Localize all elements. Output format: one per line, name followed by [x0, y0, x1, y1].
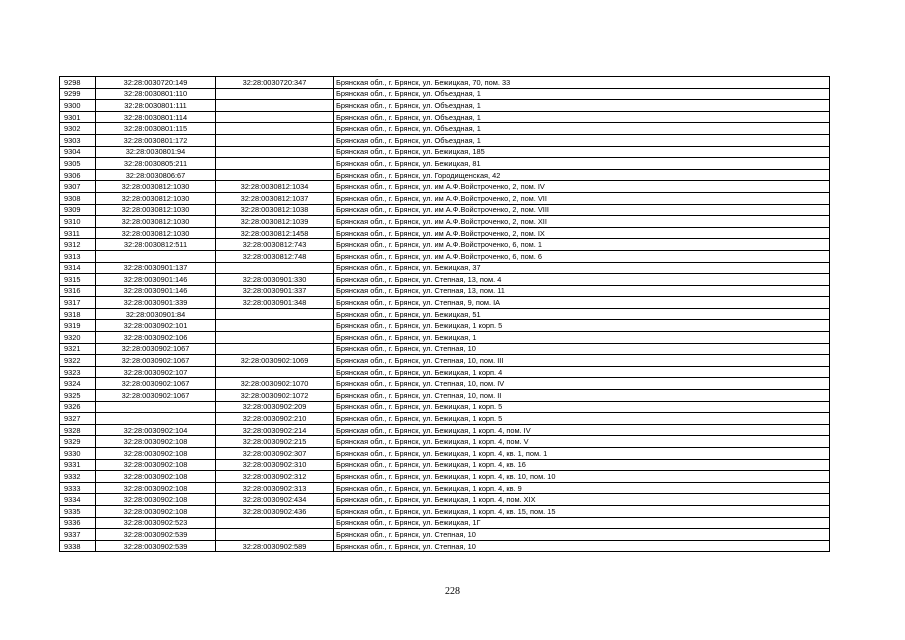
address-cell: Брянская обл., г. Брянск, ул. Бежицкая, 37 — [334, 262, 830, 274]
object-number-cell — [216, 517, 334, 529]
table-row — [60, 123, 830, 135]
cadastral-number-cell: 32:28:0030902:1067 — [96, 343, 216, 355]
address-cell: Брянская обл., г. Брянск, ул. им А.Ф.Войстроченко, 6, пом. 6 — [334, 250, 830, 262]
cadastral-number-cell: 32:28:0030720:149 — [96, 77, 216, 89]
cadastral-number-cell: 32:28:0030801:115 — [96, 123, 216, 135]
address-cell: Брянская обл., г. Брянск, ул. им А.Ф.Войстроченко, 2, пом. XII — [334, 216, 830, 228]
object-number-cell: 32:28:0030902:307 — [216, 448, 334, 460]
row-number-cell: 9300 — [60, 100, 96, 112]
cadastral-number-cell: 32:28:0030902:1067 — [96, 378, 216, 390]
cadastral-number-cell: 32:28:0030902:539 — [96, 529, 216, 541]
object-number-cell: 32:28:0030812:743 — [216, 239, 334, 251]
row-number-cell: 9303 — [60, 134, 96, 146]
object-number-cell — [216, 146, 334, 158]
row-number-cell: 9302 — [60, 123, 96, 135]
cadastral-number-cell: 32:28:0030801:94 — [96, 146, 216, 158]
object-number-cell: 32:28:0030902:1069 — [216, 355, 334, 367]
address-cell: Брянская обл., г. Брянск, ул. Бежицкая, 1 корп. 4, кв. 9 — [334, 482, 830, 494]
address-cell: Брянская обл., г. Брянск, ул. Бежицкая, 1 корп. 4, пом. V — [334, 436, 830, 448]
object-number-cell: 32:28:0030902:1072 — [216, 390, 334, 402]
table-row — [60, 77, 830, 89]
address-cell: Брянская обл., г. Брянск, ул. Бежицкая, 1 корп. 4, кв. 16 — [334, 459, 830, 471]
address-cell: Брянская обл., г. Брянск, ул. Бежицкая, 1 корп. 5 — [334, 401, 830, 413]
page-number: 228 — [445, 586, 460, 597]
address-cell: Брянская обл., г. Брянск, ул. им А.Ф.Войстроченко, 2, пом. VIII — [334, 204, 830, 216]
table-row — [60, 134, 830, 146]
row-number-cell: 9334 — [60, 494, 96, 506]
address-cell: Брянская обл., г. Брянск, ул. Бежицкая, 1 корп. 4, кв. 1, пом. 1 — [334, 448, 830, 460]
row-number-cell: 9336 — [60, 517, 96, 529]
cadastral-number-cell: 32:28:0030902:108 — [96, 448, 216, 460]
row-number-cell: 9320 — [60, 332, 96, 344]
row-number-cell: 9329 — [60, 436, 96, 448]
table-row — [60, 274, 830, 286]
table-row — [60, 390, 830, 402]
object-number-cell: 32:28:0030902:215 — [216, 436, 334, 448]
address-cell: Брянская обл., г. Брянск, ул. Бежицкая, 1 корп. 5 — [334, 413, 830, 425]
object-number-cell — [216, 529, 334, 541]
row-number-cell: 9321 — [60, 343, 96, 355]
address-cell: Брянская обл., г. Брянск, ул. Бежицкая, 185 — [334, 146, 830, 158]
cadastral-number-cell: 32:28:0030902:108 — [96, 459, 216, 471]
cadastral-number-cell — [96, 413, 216, 425]
row-number-cell: 9312 — [60, 239, 96, 251]
table-row — [60, 494, 830, 506]
cadastral-number-cell: 32:28:0030805:211 — [96, 158, 216, 170]
object-number-cell: 32:28:0030902:214 — [216, 424, 334, 436]
table-row — [60, 366, 830, 378]
cadastral-number-cell: 32:28:0030806:67 — [96, 169, 216, 181]
address-cell: Брянская обл., г. Брянск, ул. Бежицкая, 1 корп. 4, кв. 15, пом. 15 — [334, 505, 830, 517]
table-row — [60, 111, 830, 123]
address-cell: Брянская обл., г. Брянск, ул. Объездная, 1 — [334, 100, 830, 112]
object-number-cell — [216, 169, 334, 181]
table-row — [60, 204, 830, 216]
table-row — [60, 192, 830, 204]
object-number-cell — [216, 332, 334, 344]
table-row — [60, 100, 830, 112]
object-number-cell — [216, 111, 334, 123]
row-number-cell: 9299 — [60, 88, 96, 100]
address-cell: Брянская обл., г. Брянск, ул. Степная, 10 — [334, 343, 830, 355]
cadastral-number-cell: 32:28:0030901:339 — [96, 297, 216, 309]
row-number-cell: 9301 — [60, 111, 96, 123]
cadastral-number-cell: 32:28:0030902:104 — [96, 424, 216, 436]
cadastral-number-cell: 32:28:0030901:146 — [96, 285, 216, 297]
row-number-cell: 9309 — [60, 204, 96, 216]
address-cell: Брянская обл., г. Брянск, ул. Бежицкая, 1 корп. 4, кв. 10, пом. 10 — [334, 471, 830, 483]
table-row — [60, 146, 830, 158]
object-number-cell: 32:28:0030812:1034 — [216, 181, 334, 193]
row-number-cell: 9317 — [60, 297, 96, 309]
row-number-cell: 9330 — [60, 448, 96, 460]
table-row — [60, 355, 830, 367]
cadastral-number-cell: 32:28:0030902:108 — [96, 436, 216, 448]
address-cell: Брянская обл., г. Брянск, ул. им А.Ф.Войстроченко, 2, пом. IX — [334, 227, 830, 239]
table-body — [60, 77, 830, 552]
table-row — [60, 88, 830, 100]
object-number-cell — [216, 100, 334, 112]
address-cell: Брянская обл., г. Брянск, ул. им А.Ф.Войстроченко, 6, пом. 1 — [334, 239, 830, 251]
object-number-cell: 32:28:0030902:313 — [216, 482, 334, 494]
address-cell: Брянская обл., г. Брянск, ул. Бежицкая, 1 корп. 4, пом. XIX — [334, 494, 830, 506]
row-number-cell: 9323 — [60, 366, 96, 378]
address-cell: Брянская обл., г. Брянск, ул. Бежицкая, 1 корп. 4, пом. IV — [334, 424, 830, 436]
cadastral-number-cell: 32:28:0030902:523 — [96, 517, 216, 529]
address-cell: Брянская обл., г. Брянск, ул. Объездная, 1 — [334, 134, 830, 146]
object-number-cell: 32:28:0030812:1039 — [216, 216, 334, 228]
cadastral-number-cell: 32:28:0030901:137 — [96, 262, 216, 274]
address-cell: Брянская обл., г. Брянск, ул. Объездная, 1 — [334, 111, 830, 123]
address-cell: Брянская обл., г. Брянск, ул. Бежицкая, 81 — [334, 158, 830, 170]
cadastral-number-cell: 32:28:0030812:1030 — [96, 216, 216, 228]
cadastral-number-cell — [96, 250, 216, 262]
address-cell: Брянская обл., г. Брянск, ул. Объездная, 1 — [334, 123, 830, 135]
address-cell: Брянская обл., г. Брянск, ул. Бежицкая, 1 корп. 5 — [334, 320, 830, 332]
cadastral-number-cell: 32:28:0030902:108 — [96, 482, 216, 494]
table-row — [60, 297, 830, 309]
row-number-cell: 9315 — [60, 274, 96, 286]
table-row — [60, 285, 830, 297]
cadastral-number-cell: 32:28:0030812:1030 — [96, 204, 216, 216]
table-row — [60, 227, 830, 239]
table-row — [60, 320, 830, 332]
table-row — [60, 424, 830, 436]
address-cell: Брянская обл., г. Брянск, ул. Степная, 10, пом. II — [334, 390, 830, 402]
table-row — [60, 413, 830, 425]
cadastral-number-cell: 32:28:0030901:84 — [96, 308, 216, 320]
row-number-cell: 9326 — [60, 401, 96, 413]
address-cell: Брянская обл., г. Брянск, ул. Городищенская, 42 — [334, 169, 830, 181]
address-cell: Брянская обл., г. Брянск, ул. Степная, 10 — [334, 540, 830, 552]
cadastral-number-cell: 32:28:0030801:110 — [96, 88, 216, 100]
object-number-cell: 32:28:0030902:436 — [216, 505, 334, 517]
table-row — [60, 505, 830, 517]
row-number-cell: 9338 — [60, 540, 96, 552]
address-cell: Брянская обл., г. Брянск, ул. Степная, 13, пом. 11 — [334, 285, 830, 297]
address-cell: Брянская обл., г. Брянск, ул. Объездная, 1 — [334, 88, 830, 100]
row-number-cell: 9310 — [60, 216, 96, 228]
address-cell: Брянская обл., г. Брянск, ул. Степная, 10 — [334, 529, 830, 541]
row-number-cell: 9298 — [60, 77, 96, 89]
row-number-cell: 9305 — [60, 158, 96, 170]
table-row — [60, 459, 830, 471]
object-number-cell: 32:28:0030901:330 — [216, 274, 334, 286]
row-number-cell: 9325 — [60, 390, 96, 402]
object-number-cell — [216, 123, 334, 135]
cadastral-number-cell: 32:28:0030902:108 — [96, 505, 216, 517]
table-row — [60, 308, 830, 320]
cadastral-number-cell — [96, 401, 216, 413]
table-row — [60, 216, 830, 228]
row-number-cell: 9313 — [60, 250, 96, 262]
address-cell: Брянская обл., г. Брянск, ул. Бежицкая, 1Г — [334, 517, 830, 529]
table-row — [60, 169, 830, 181]
row-number-cell: 9332 — [60, 471, 96, 483]
object-number-cell — [216, 320, 334, 332]
address-cell: Брянская обл., г. Брянск, ул. Степная, 10, пом. III — [334, 355, 830, 367]
table-row — [60, 448, 830, 460]
cadastral-number-cell: 32:28:0030812:511 — [96, 239, 216, 251]
object-number-cell: 32:28:0030720:347 — [216, 77, 334, 89]
cadastral-number-cell: 32:28:0030902:106 — [96, 332, 216, 344]
cadastral-number-cell: 32:28:0030901:146 — [96, 274, 216, 286]
address-cell: Брянская обл., г. Брянск, ул. Степная, 10, пом. IV — [334, 378, 830, 390]
address-cell: Брянская обл., г. Брянск, ул. им А.Ф.Войстроченко, 2, пом. IV — [334, 181, 830, 193]
row-number-cell: 9306 — [60, 169, 96, 181]
table-row — [60, 482, 830, 494]
address-cell: Брянская обл., г. Брянск, ул. Степная, 13, пом. 4 — [334, 274, 830, 286]
table-row — [60, 471, 830, 483]
object-number-cell: 32:28:0030901:337 — [216, 285, 334, 297]
row-number-cell: 9322 — [60, 355, 96, 367]
cadastral-number-cell: 32:28:0030812:1030 — [96, 227, 216, 239]
cadastral-number-cell: 32:28:0030902:1067 — [96, 355, 216, 367]
object-number-cell: 32:28:0030902:312 — [216, 471, 334, 483]
row-number-cell: 9318 — [60, 308, 96, 320]
table-row — [60, 540, 830, 552]
object-number-cell: 32:28:0030812:1458 — [216, 227, 334, 239]
row-number-cell: 9308 — [60, 192, 96, 204]
address-cell: Брянская обл., г. Брянск, ул. Бежицкая, 1 — [334, 332, 830, 344]
object-number-cell: 32:28:0030902:209 — [216, 401, 334, 413]
row-number-cell: 9327 — [60, 413, 96, 425]
object-number-cell: 32:28:0030902:210 — [216, 413, 334, 425]
cadastral-number-cell: 32:28:0030801:111 — [96, 100, 216, 112]
row-number-cell: 9307 — [60, 181, 96, 193]
property-table — [59, 76, 830, 552]
cadastral-number-cell: 32:28:0030902:539 — [96, 540, 216, 552]
cadastral-number-cell: 32:28:0030812:1030 — [96, 192, 216, 204]
cadastral-number-cell: 32:28:0030801:114 — [96, 111, 216, 123]
row-number-cell: 9331 — [60, 459, 96, 471]
cadastral-number-cell: 32:28:0030902:108 — [96, 471, 216, 483]
table-row — [60, 343, 830, 355]
table-row — [60, 262, 830, 274]
object-number-cell — [216, 262, 334, 274]
object-number-cell — [216, 343, 334, 355]
cadastral-number-cell: 32:28:0030801:172 — [96, 134, 216, 146]
row-number-cell: 9314 — [60, 262, 96, 274]
row-number-cell: 9311 — [60, 227, 96, 239]
row-number-cell: 9316 — [60, 285, 96, 297]
row-number-cell: 9304 — [60, 146, 96, 158]
object-number-cell — [216, 308, 334, 320]
object-number-cell — [216, 134, 334, 146]
row-number-cell: 9335 — [60, 505, 96, 517]
object-number-cell: 32:28:0030902:589 — [216, 540, 334, 552]
table-row — [60, 181, 830, 193]
object-number-cell — [216, 88, 334, 100]
cadastral-number-cell: 32:28:0030902:108 — [96, 494, 216, 506]
address-cell: Брянская обл., г. Брянск, ул. им А.Ф.Войстроченко, 2, пом. VII — [334, 192, 830, 204]
table-row — [60, 250, 830, 262]
row-number-cell: 9328 — [60, 424, 96, 436]
row-number-cell: 9333 — [60, 482, 96, 494]
object-number-cell: 32:28:0030812:748 — [216, 250, 334, 262]
object-number-cell — [216, 366, 334, 378]
object-number-cell: 32:28:0030902:1070 — [216, 378, 334, 390]
object-number-cell: 32:28:0030812:1037 — [216, 192, 334, 204]
row-number-cell: 9319 — [60, 320, 96, 332]
object-number-cell: 32:28:0030901:348 — [216, 297, 334, 309]
table-row — [60, 401, 830, 413]
object-number-cell: 32:28:0030902:310 — [216, 459, 334, 471]
table-row — [60, 517, 830, 529]
row-number-cell: 9337 — [60, 529, 96, 541]
row-number-cell: 9324 — [60, 378, 96, 390]
address-cell: Брянская обл., г. Брянск, ул. Степная, 9, пом. IA — [334, 297, 830, 309]
address-cell: Брянская обл., г. Брянск, ул. Бежицкая, 51 — [334, 308, 830, 320]
cadastral-number-cell: 32:28:0030812:1030 — [96, 181, 216, 193]
cadastral-number-cell: 32:28:0030902:101 — [96, 320, 216, 332]
object-number-cell: 32:28:0030902:434 — [216, 494, 334, 506]
object-number-cell: 32:28:0030812:1038 — [216, 204, 334, 216]
table-row — [60, 332, 830, 344]
cadastral-number-cell: 32:28:0030902:107 — [96, 366, 216, 378]
cadastral-number-cell: 32:28:0030902:1067 — [96, 390, 216, 402]
table-row — [60, 239, 830, 251]
object-number-cell — [216, 158, 334, 170]
table-row — [60, 436, 830, 448]
table-row — [60, 378, 830, 390]
address-cell: Брянская обл., г. Брянск, ул. Бежицкая, 1 корп. 4 — [334, 366, 830, 378]
table-row — [60, 158, 830, 170]
address-cell: Брянская обл., г. Брянск, ул. Бежицкая, 70, пом. 33 — [334, 77, 830, 89]
table-row — [60, 529, 830, 541]
